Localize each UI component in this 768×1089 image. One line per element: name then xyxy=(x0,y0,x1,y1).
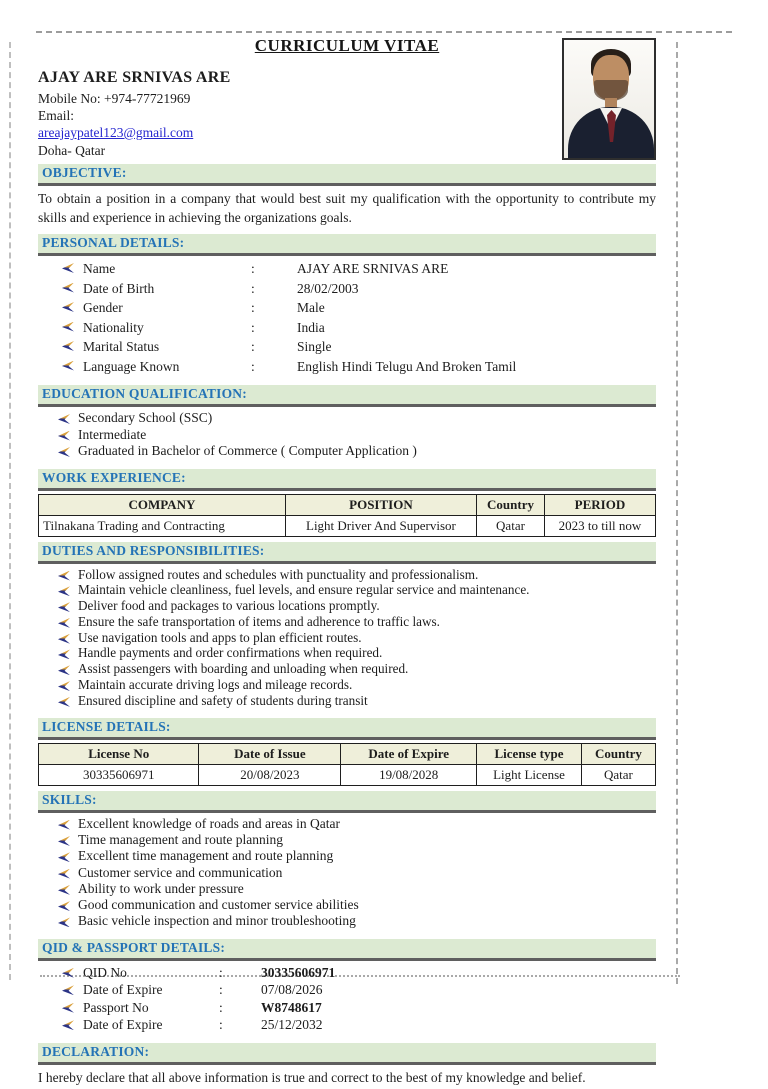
arrow-bullet-icon xyxy=(62,968,74,978)
duty-item-text: Deliver food and packages to various locations promptly. xyxy=(78,598,380,614)
personal-detail-row xyxy=(38,337,656,357)
email-link[interactable]: areajaypatel123@gmail.com xyxy=(38,125,194,140)
duty-item-text: Handle payments and order confirmations when required. xyxy=(78,645,383,661)
table-cell: 30335606971 xyxy=(39,764,199,785)
arrow-bullet-icon xyxy=(58,665,70,675)
scan-artifact-top xyxy=(36,31,732,33)
education-item-text: Graduated in Bachelor of Commerce ( Computer Application ) xyxy=(78,443,417,458)
colon: : xyxy=(251,280,255,296)
colon: : xyxy=(251,339,255,354)
table-cell: Light Driver And Supervisor xyxy=(285,515,476,536)
detail-value: W8748617 xyxy=(261,999,322,1015)
column-header: License No xyxy=(39,743,199,764)
detail-value: AJAY ARE SRNIVAS ARE xyxy=(297,261,449,276)
detail-value: 28/02/2003 xyxy=(297,280,359,296)
list-item xyxy=(58,614,656,630)
declaration-text: I hereby declare that all above information is true and correct to the best of my knowledge and belief. xyxy=(38,1069,586,1085)
candidate-photo xyxy=(562,38,656,160)
arrow-bullet-icon xyxy=(58,917,70,927)
list-item xyxy=(58,848,656,864)
detail-value: 25/12/2032 xyxy=(261,1017,323,1033)
colon: : xyxy=(251,300,255,315)
list-item xyxy=(58,816,656,832)
detail-label: Date of Expire xyxy=(83,982,163,998)
skill-item-text: Customer service and communication xyxy=(78,864,283,880)
cv-page xyxy=(38,36,656,1089)
detail-label: Date of Birth xyxy=(83,280,155,296)
section-heading-qid-passport: QID & PASSPORT DETAILS: xyxy=(38,939,656,961)
email-label: Email: xyxy=(38,108,74,123)
duty-item-text: Use navigation tools and apps to plan efficient routes. xyxy=(78,629,362,645)
personal-detail-row xyxy=(38,357,656,377)
colon: : xyxy=(219,982,223,998)
candidate-mobile: Mobile No: +974-77721969 xyxy=(38,91,191,106)
column-header: POSITION xyxy=(285,494,476,515)
duty-item-text: Ensure the safe transportation of items and adherence to traffic laws. xyxy=(78,613,440,629)
qid-passport-list xyxy=(38,961,656,1038)
arrow-bullet-icon xyxy=(58,586,70,596)
list-item xyxy=(58,598,656,614)
detail-label: QID No xyxy=(83,964,127,980)
skills-list xyxy=(38,813,656,934)
table-row xyxy=(39,764,656,785)
license-table xyxy=(38,743,656,786)
work-experience-table xyxy=(38,494,656,537)
list-item xyxy=(58,645,656,661)
arrow-bullet-icon xyxy=(58,681,70,691)
duty-item-text: Maintain vehicle cleanliness, fuel levels, and ensure regular service and maintenance. xyxy=(78,582,530,598)
column-header: Country xyxy=(581,743,655,764)
contact-block xyxy=(38,68,656,159)
arrow-bullet-icon xyxy=(62,341,74,351)
section-heading-skills: SKILLS: xyxy=(38,791,656,813)
table-header-row xyxy=(39,494,656,515)
table-cell: Light License xyxy=(477,764,582,785)
list-item xyxy=(58,832,656,848)
section-heading-work-experience: WORK EXPERIENCE: xyxy=(38,469,656,491)
qid-detail-row xyxy=(38,999,656,1017)
education-list xyxy=(38,407,656,464)
colon: : xyxy=(251,261,255,276)
section-heading-personal-details: PERSONAL DETAILS: xyxy=(38,234,656,256)
arrow-bullet-icon xyxy=(58,447,70,457)
personal-detail-row xyxy=(38,259,656,279)
skill-item-text: Basic vehicle inspection and minor troubleshooting xyxy=(78,913,356,929)
detail-label: Nationality xyxy=(83,319,144,335)
column-header: Country xyxy=(477,494,545,515)
arrow-bullet-icon xyxy=(58,697,70,707)
list-item xyxy=(58,677,656,693)
duty-item-text: Follow assigned routes and schedules with punctuality and professionalism. xyxy=(78,566,479,582)
colon: : xyxy=(219,964,223,980)
column-header: PERIOD xyxy=(544,494,655,515)
arrow-bullet-icon xyxy=(58,869,70,879)
arrow-bullet-icon xyxy=(58,836,70,846)
detail-label: Date of Expire xyxy=(83,1017,163,1033)
arrow-bullet-icon xyxy=(58,414,70,424)
detail-value: India xyxy=(297,319,325,335)
arrow-bullet-icon xyxy=(62,283,74,293)
arrow-bullet-icon xyxy=(58,602,70,612)
detail-label: Marital Status xyxy=(83,339,160,354)
education-item-text: Intermediate xyxy=(78,426,147,442)
table-cell: Qatar xyxy=(477,515,545,536)
section-heading-objective: OBJECTIVE: xyxy=(38,164,656,186)
candidate-name: AJAY ARE SRNIVAS ARE xyxy=(38,69,231,86)
table-header-row xyxy=(39,743,656,764)
list-item xyxy=(58,630,656,646)
colon: : xyxy=(251,319,255,335)
list-item xyxy=(58,427,656,444)
skill-item-text: Excellent time management and route planning xyxy=(78,848,334,864)
page-title: CURRICULUM VITAE xyxy=(254,36,440,55)
column-header: License type xyxy=(477,743,582,764)
detail-label: Gender xyxy=(83,300,123,315)
table-cell: 20/08/2023 xyxy=(199,764,341,785)
personal-detail-row xyxy=(38,298,656,318)
list-item xyxy=(58,693,656,709)
colon: : xyxy=(251,358,255,374)
education-item-text: Secondary School (SSC) xyxy=(78,410,213,425)
detail-value: 30335606971 xyxy=(261,964,336,980)
skill-item-text: Good communication and customer service abilities xyxy=(78,897,359,913)
section-heading-license: LICENSE DETAILS: xyxy=(38,718,656,740)
skill-item-text: Ability to work under pressure xyxy=(78,880,244,896)
scan-artifact-left xyxy=(9,42,11,980)
table-row xyxy=(39,515,656,536)
list-item xyxy=(58,410,656,427)
scan-artifact-right xyxy=(676,42,678,984)
arrow-bullet-icon xyxy=(58,634,70,644)
list-item xyxy=(58,897,656,913)
skill-item-text: Excellent knowledge of roads and areas in Qatar xyxy=(78,815,341,831)
personal-detail-row xyxy=(38,318,656,338)
arrow-bullet-icon xyxy=(58,885,70,895)
detail-label: Passport No xyxy=(83,999,149,1015)
column-header: Date of Issue xyxy=(199,743,341,764)
list-item xyxy=(58,443,656,460)
table-cell: Tilnakana Trading and Contracting xyxy=(39,515,286,536)
candidate-location: Doha- Qatar xyxy=(38,143,106,158)
duty-item-text: Ensured discipline and safety of students during transit xyxy=(78,692,368,708)
list-item xyxy=(58,881,656,897)
arrow-bullet-icon xyxy=(58,820,70,830)
table-cell: 2023 to till now xyxy=(544,515,655,536)
arrow-bullet-icon xyxy=(58,618,70,628)
qid-detail-row xyxy=(38,981,656,999)
list-item xyxy=(58,913,656,929)
detail-label: Language Known xyxy=(83,358,180,374)
arrow-bullet-icon xyxy=(62,322,74,332)
table-cell: 19/08/2028 xyxy=(341,764,477,785)
detail-value: 07/08/2026 xyxy=(261,982,323,998)
arrow-bullet-icon xyxy=(62,361,74,371)
list-item xyxy=(58,567,656,583)
qid-detail-row xyxy=(38,964,656,982)
arrow-bullet-icon xyxy=(58,852,70,862)
column-header: COMPANY xyxy=(39,494,286,515)
qid-detail-row xyxy=(38,1016,656,1034)
list-item xyxy=(58,582,656,598)
duty-item-text: Maintain accurate driving logs and mileage records. xyxy=(78,677,353,693)
skill-item-text: Time management and route planning xyxy=(78,831,283,847)
personal-details-list xyxy=(38,256,656,380)
section-heading-declaration: DECLARATION: xyxy=(38,1043,656,1065)
section-heading-education: EDUCATION QUALIFICATION: xyxy=(38,385,656,407)
colon: : xyxy=(219,999,223,1015)
detail-value: Male xyxy=(297,300,325,315)
arrow-bullet-icon xyxy=(62,302,74,312)
arrow-bullet-icon xyxy=(62,1020,74,1030)
list-item xyxy=(58,661,656,677)
arrow-bullet-icon xyxy=(58,431,70,441)
column-header: Date of Expire xyxy=(341,743,477,764)
arrow-bullet-icon xyxy=(58,649,70,659)
detail-label: Name xyxy=(83,261,116,276)
arrow-bullet-icon xyxy=(58,901,70,911)
personal-detail-row xyxy=(38,279,656,299)
duty-item-text: Assist passengers with boarding and unloading when required. xyxy=(78,661,409,677)
duties-list xyxy=(38,564,656,713)
arrow-bullet-icon xyxy=(58,571,70,581)
section-heading-duties: DUTIES AND RESPONSIBILITIES: xyxy=(38,542,656,564)
arrow-bullet-icon xyxy=(62,1003,74,1013)
detail-value: Single xyxy=(297,339,332,354)
colon: : xyxy=(219,1017,223,1033)
arrow-bullet-icon xyxy=(62,263,74,273)
table-cell: Qatar xyxy=(581,764,655,785)
objective-text: To obtain a position in a company that would best suit my qualification with the opportunity to contribute my skills and experience in achieving the organizations goals. xyxy=(38,191,656,225)
list-item xyxy=(58,865,656,881)
detail-value: English Hindi Telugu And Broken Tamil xyxy=(297,358,517,374)
